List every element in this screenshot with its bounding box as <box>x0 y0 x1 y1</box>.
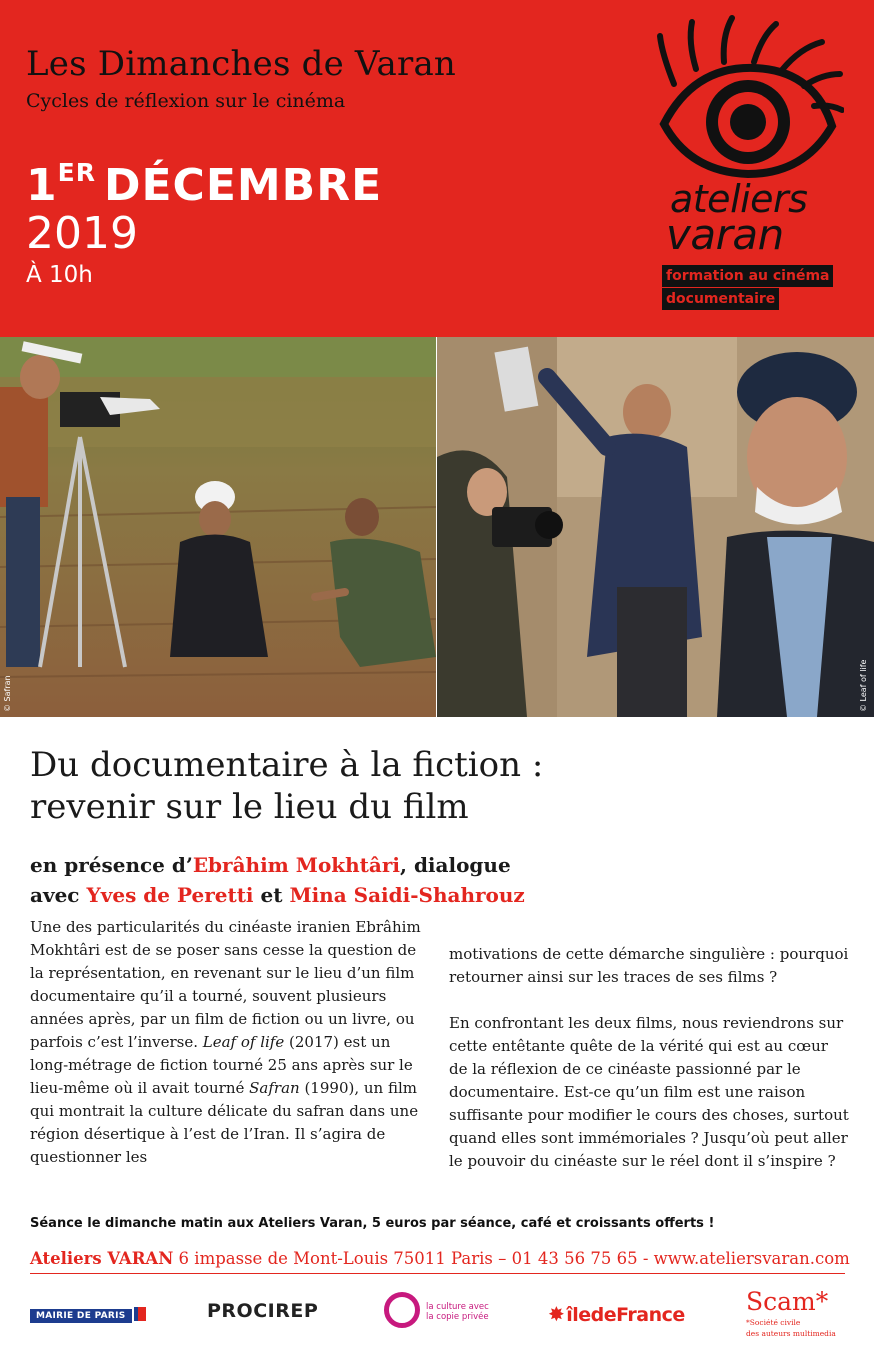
contact-address <box>30 1249 850 1268</box>
safran-photo-illustration <box>0 337 436 717</box>
partner-logo-procirep: PROCIREP <box>207 1300 319 1322</box>
description-paragraph-2: En confrontant les deux films, nous reviendrons sur cette entêtante quête de la vérité qui est au cœur de la réflexion de ce cinéaste passionné par le documentaire. Est-ce qu’un film est une raison suffisante pour modifier le cours des choses, surtout quand elles sont immémoriales ? Jusqu’où peut aller le pouvoir du cinéaste sur le réel dont il s’inspire ? <box>449 1014 849 1170</box>
description-paragraph <box>30 916 430 1169</box>
partner-logo-copie-privee <box>384 1292 514 1342</box>
ile-de-france-label: îledeFrance <box>566 1304 685 1326</box>
description-text: (2017) est un long-métrage de fiction tourné 25 ans après sur le lieu-même où il avait tourné <box>30 1033 413 1097</box>
paris-ship-icon <box>134 1307 146 1321</box>
address-details: 6 impasse de Mont-Louis 75011 Paris – 01 43 56 75 65 - www.ateliersvaran.com <box>173 1249 850 1268</box>
ile-de-france-star-icon: ✸ <box>548 1302 565 1326</box>
event-date <box>26 160 382 211</box>
scam-name: Scam* <box>746 1287 829 1316</box>
organizer-name: Ateliers VARAN <box>30 1249 174 1268</box>
copie-privee-text <box>426 1302 489 1322</box>
logo-tagline-line1: formation au cinéma <box>662 265 833 287</box>
copie-privee-line1: la culture avec <box>426 1302 489 1312</box>
photo-safran-film-shoot <box>0 337 436 717</box>
divider <box>30 1273 845 1274</box>
event-title-line2: revenir sur le lieu du film <box>30 787 469 827</box>
host-name-1: Yves de Peretti <box>86 883 254 907</box>
scam-subtitle-line1: *Société civile <box>746 1318 801 1327</box>
guest-name: Ebrâhim Mokhtâri <box>192 853 401 877</box>
photo-credit-leaf-of-life: © Leaf of life <box>859 659 868 712</box>
scam-subtitle-line2: des auteurs multimedia <box>746 1329 836 1338</box>
partner-logo-ile-de-france <box>548 1302 685 1352</box>
logo-tagline-line2: documentaire <box>662 288 779 310</box>
description-text: (1990), un film qui montrait la culture délicate du safran dans une région désertique à l’est de l’Iran. Il s’agira de questionner les <box>30 1079 419 1166</box>
date-day-suffix: ER <box>57 158 96 187</box>
host-name-2: Mina Saidi-Shahrouz <box>289 883 525 907</box>
partner-logo-scam <box>746 1288 856 1338</box>
film-title-leaf-of-life: Leaf of life <box>202 1033 285 1051</box>
description-paragraph-continued: motivations de cette démarche singulière : pourquoi retourner ainsi sur les traces de ses films ? <box>449 945 849 986</box>
date-month: DÉCEMBRE <box>103 160 383 211</box>
presence-text-2: , dialogue <box>400 853 511 877</box>
series-title: Les Dimanches de Varan <box>26 44 457 84</box>
mairie-de-paris-label: MAIRIE DE PARIS <box>30 1309 132 1323</box>
description-column-right <box>449 943 849 1196</box>
presence-text-3: avec <box>30 883 87 907</box>
copie-privee-cp-icon <box>384 1292 420 1328</box>
session-info: Séance le dimanche matin aux Ateliers Varan, 5 euros par séance, café et croissants offerts ! <box>30 1216 715 1231</box>
ateliers-varan-logo <box>654 14 854 314</box>
logo-word-varan: varan <box>666 210 784 259</box>
header-banner <box>0 0 874 337</box>
event-time: À 10h <box>26 262 93 288</box>
presence-text-4: et <box>253 883 290 907</box>
partner-logo-mairie-de-paris <box>30 1303 146 1353</box>
event-title-line1: Du documentaire à la fiction : <box>30 745 544 785</box>
date-year: 2019 <box>26 208 138 259</box>
film-title-safran: Safran <box>249 1079 300 1097</box>
logo-word-ateliers: ateliers <box>670 177 808 221</box>
leaf-of-life-photo-illustration <box>437 337 874 717</box>
guests-line <box>30 850 850 910</box>
eye-icon <box>654 14 844 189</box>
presence-text: en présence d’ <box>30 853 193 877</box>
series-subtitle: Cycles de réflexion sur le cinéma <box>26 90 346 112</box>
date-day-number: 1 <box>26 160 58 211</box>
event-title <box>30 744 850 828</box>
copie-privee-line2: la copie privée <box>426 1312 489 1322</box>
description-column-left <box>30 916 430 1192</box>
photo-credit-safran: © Safran <box>3 675 12 712</box>
description-text: Une des particularités du cinéaste iranien Ebrâhim Mokhtâri est de se poser sans cesse la question de la représentation, en revenant sur le lieu d’un film documentaire qu’il a tourné, souvent plusieurs années après, par un film de fiction ou un livre, ou parfois c’est l’inverse. <box>30 918 421 1051</box>
photo-leaf-of-life-shoot <box>437 337 874 717</box>
